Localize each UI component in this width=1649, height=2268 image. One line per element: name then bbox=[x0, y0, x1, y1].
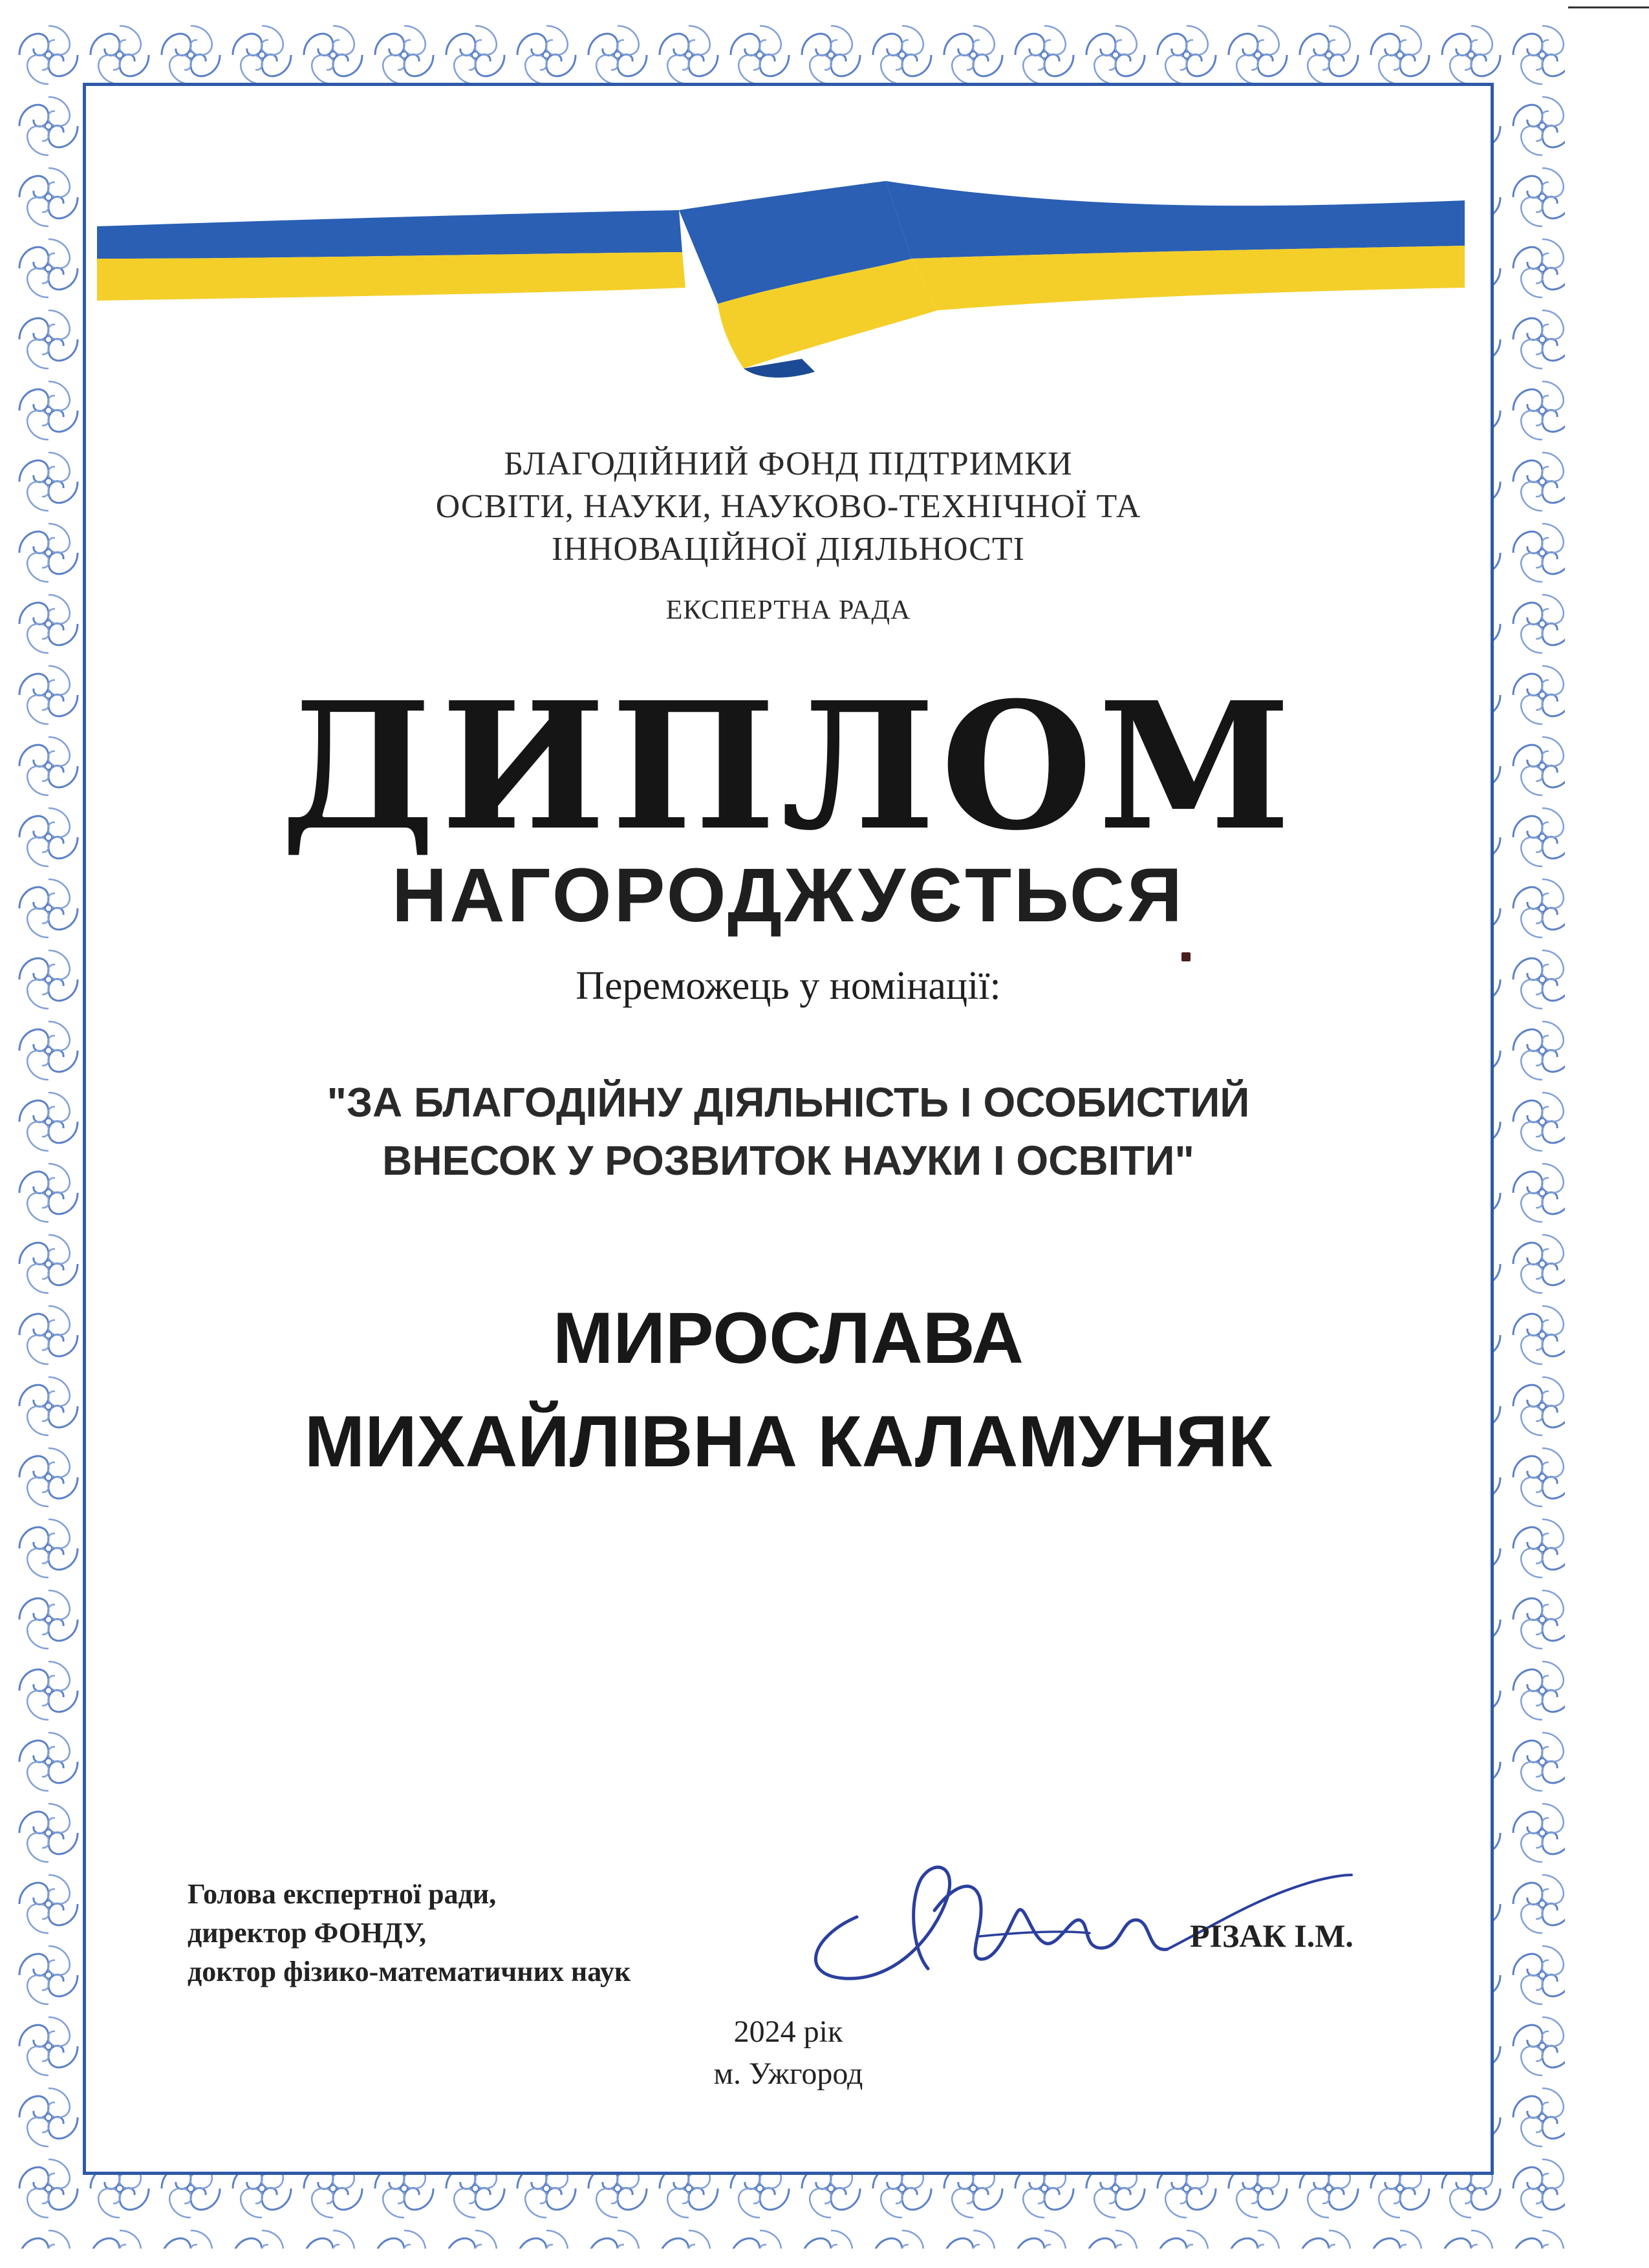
nomination bbox=[83, 1073, 1494, 1190]
org-line-1: БЛАГОДІЙНИЙ ФОНД ПІДТРИМКИ bbox=[504, 445, 1073, 482]
scan-edge-line bbox=[1568, 6, 1649, 8]
flag-ribbon-image bbox=[97, 175, 1465, 388]
nomination-line-2: ВНЕСОК У РОЗВИТОК НАУКИ І ОСВІТИ" bbox=[382, 1137, 1194, 1184]
scan-speck bbox=[1181, 952, 1191, 961]
year: 2024 рік bbox=[733, 2015, 843, 2049]
org-line-3: ІННОВАЦІЙНОЇ ДІЯЛЬНОСТІ bbox=[552, 531, 1025, 568]
signer-position-line-3: доктор фізико-математичних наук bbox=[188, 1956, 631, 1987]
winner-label: Переможець у номінації: bbox=[576, 964, 1001, 1008]
city: м. Ужгород bbox=[713, 2057, 863, 2091]
org-line-2: ОСВІТИ, НАУКИ, НАУКОВО-ТЕХНІЧНОЇ ТА bbox=[435, 488, 1141, 525]
nomination-line-1: "ЗА БЛАГОДІЙНУ ДІЯЛЬНІСТЬ І ОСОБИСТИЙ bbox=[327, 1079, 1250, 1126]
diploma-title: ДИПЛОМ bbox=[280, 663, 1297, 869]
signer-position-line-2: директор ФОНДУ, bbox=[188, 1917, 427, 1949]
signer-name: РІЗАК І.М. bbox=[1190, 1918, 1353, 1954]
awarded-label: НАГОРОДЖУЄТЬСЯ bbox=[392, 853, 1185, 938]
signer-position-line-1: Голова експертної ради, bbox=[188, 1878, 497, 1910]
recipient-name bbox=[83, 1287, 1494, 1493]
recipient-line-1: МИРОСЛАВА bbox=[553, 1298, 1024, 1378]
recipient-line-2: МИХАЙЛІВНА КАЛАМУНЯК bbox=[304, 1401, 1273, 1482]
signer-position bbox=[188, 1875, 630, 1991]
council-label: ЕКСПЕРТНА РАДА bbox=[665, 595, 911, 625]
organization-header bbox=[83, 443, 1494, 571]
